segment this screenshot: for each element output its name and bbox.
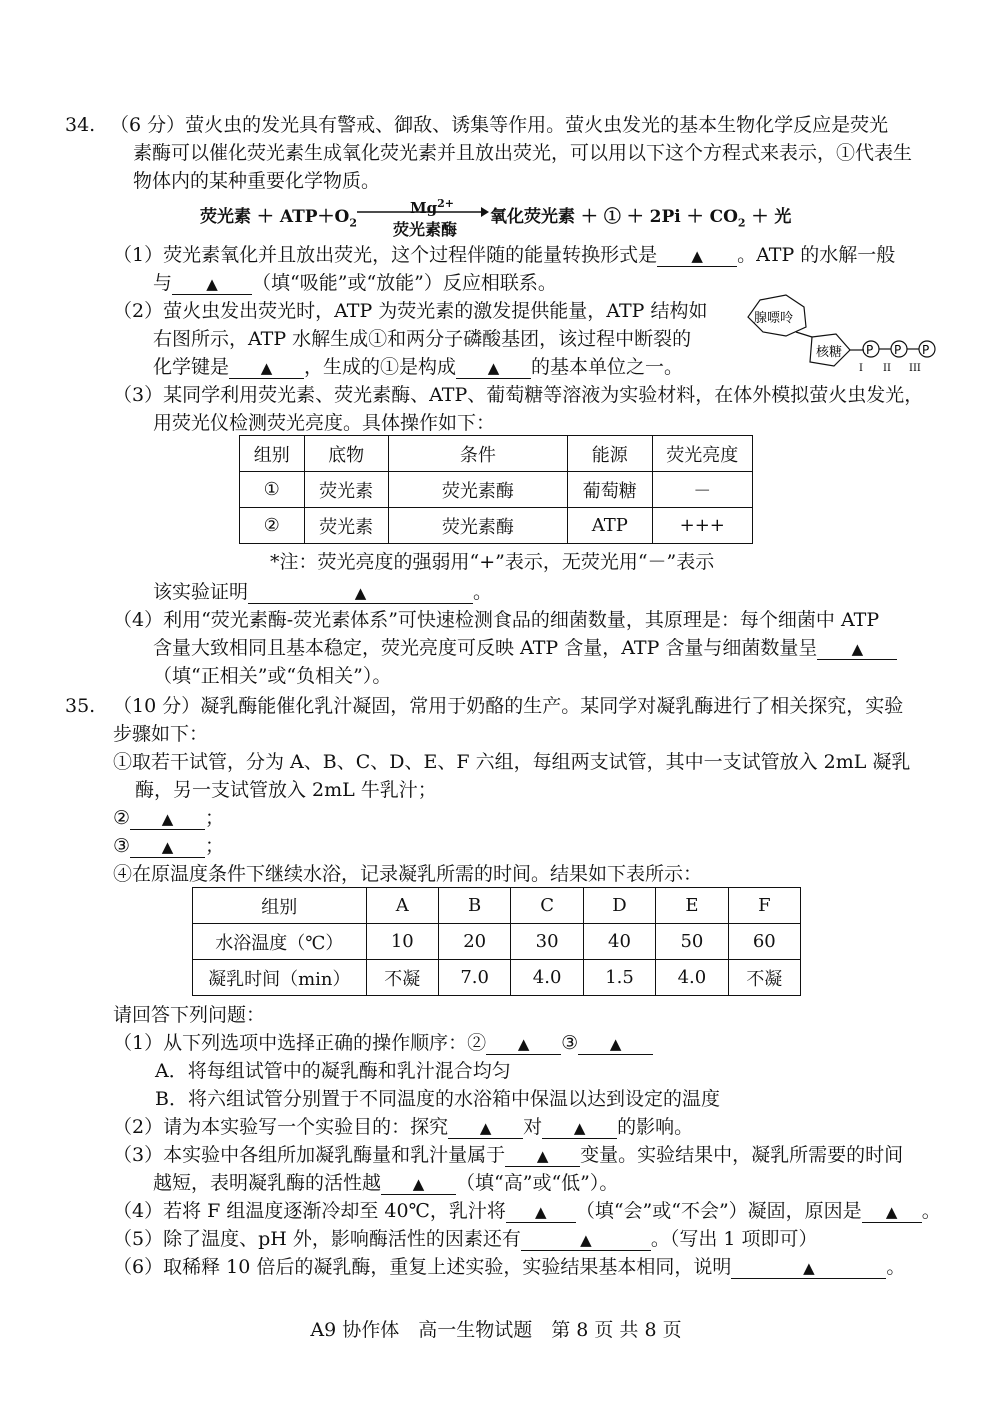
q34-part3-line: 用荧光仪检测荧光亮度。具体操作如下： <box>153 412 496 434</box>
table-header: A <box>366 888 438 924</box>
table-cell: － <box>652 472 752 508</box>
answer-blank[interactable]: ▲ <box>448 1117 523 1139</box>
q35-answer2: （2）请为本实验写一个实验目的：探究 ▲ 对 ▲ 的影响。 <box>113 1116 694 1138</box>
svg-text:P: P <box>894 343 902 357</box>
q35-answer5: （5）除了温度、pH 外，影响酶活性的因素还有 ▲ 。（写出 1 项即可） <box>113 1228 818 1250</box>
table-cell: 1.5 <box>583 960 655 996</box>
answer-blank[interactable]: ▲ <box>248 582 473 604</box>
table-header: E <box>656 888 728 924</box>
q35-prompt: 请回答下列问题： <box>113 1004 266 1026</box>
table-cell: 50 <box>656 924 728 960</box>
rennet-results-table <box>192 887 801 996</box>
adenine-label: 腺嘌呤 <box>754 311 794 326</box>
question-number: 35. <box>65 695 96 717</box>
ribose-label: 核糖 <box>816 345 843 360</box>
table-header: 荧光亮度 <box>652 436 752 472</box>
table-header: 底物 <box>304 436 388 472</box>
table-header-row <box>240 436 753 472</box>
q34-part3-conclusion: 该实验证明 ▲ 。 <box>153 581 493 603</box>
table-cell: 4.0 <box>656 960 728 996</box>
answer-blank[interactable]: ▲ <box>130 808 205 830</box>
q34-part1-line: 与 ▲ （填“吸能”或“放能”）反应相联系。 <box>153 272 557 294</box>
table-header: 能源 <box>568 436 652 472</box>
table-header: F <box>728 888 800 924</box>
table-header-row <box>193 888 801 924</box>
table-cell: ② <box>240 508 305 544</box>
bond-label: III <box>909 363 921 374</box>
equation-catalyst-ion: $Mg^{2+}$ <box>410 197 454 217</box>
firefly-experiment-table <box>239 435 753 544</box>
table-header: 组别 <box>193 888 367 924</box>
table-header: 组别 <box>240 436 305 472</box>
table-cell: 30 <box>511 924 583 960</box>
option-a: A．将每组试管中的凝乳酶和乳汁混合均匀 <box>155 1060 511 1082</box>
table-header: C <box>511 888 583 924</box>
answer-blank[interactable]: ▲ <box>657 245 737 267</box>
answer-blank[interactable]: ▲ <box>486 1033 561 1055</box>
table-note: *注：荧光亮度的强弱用“+”表示，无荧光用“－”表示 <box>270 551 715 573</box>
q34-part4-line: 含量大致相同且基本稳定，荧光亮度可反映 ATP 含量，ATP 含量与细菌数量呈 ▲ <box>153 636 897 660</box>
table-cell: 不凝 <box>366 960 438 996</box>
q34-part2-line: 化学键是 ▲ ，生成的①是构成 ▲ 的基本单位之一。 <box>153 356 684 378</box>
answer-blank[interactable]: ▲ <box>578 1033 653 1055</box>
table-cell: 葡萄糖 <box>568 472 652 508</box>
table-cell: 不凝 <box>728 960 800 996</box>
q34-part3-line: （3）某同学利用荧光素、荧光素酶、ATP、葡萄糖等溶液为实验材料，在体外模拟萤火虫发光， <box>113 384 924 406</box>
q34-stem-line: 物体内的某种重要化学物质。 <box>133 170 381 192</box>
answer-blank[interactable]: ▲ <box>456 357 531 379</box>
page-footer: A9 协作体 高一生物试题 第 8 页 共 8 页 <box>310 1319 682 1341</box>
svg-text:P: P <box>922 343 930 357</box>
table-cell: ATP <box>568 508 652 544</box>
equation-right: 氧化荧光素 ＋ ① ＋ $2Pi + CO_2$ ＋ 光 <box>490 207 792 230</box>
option-b: B．将六组试管分别置于不同温度的水浴箱中保温以达到设定的温度 <box>155 1088 720 1110</box>
answer-blank[interactable]: ▲ <box>172 273 252 295</box>
table-cell: +++ <box>652 508 752 544</box>
bond-label: I <box>859 363 863 374</box>
table-header: 条件 <box>388 436 567 472</box>
table-row <box>193 960 801 996</box>
table-cell: 10 <box>366 924 438 960</box>
table-cell: 荧光素酶 <box>388 472 567 508</box>
q35-stem-line: （10 分）凝乳酶能催化乳汁凝固，常用于奶酪的生产。某同学对凝乳酶进行了相关探究，实验 <box>113 695 904 717</box>
q35-step1: 酶，另一支试管放入 2mL 牛乳汁； <box>135 779 437 801</box>
q34-part1-line: （1）荧光素氧化并且放出荧光，这个过程伴随的能量转换形式是 ▲ 。ATP 的水解一般 <box>113 244 896 266</box>
q35-step2: ② ▲ ； <box>113 807 225 829</box>
reaction-arrow <box>357 205 489 219</box>
q35-step4: ④在原温度条件下继续水浴，记录凝乳所需的时间。结果如下表所示： <box>113 863 703 885</box>
q35-answer3: 越短，表明凝乳酶的活性越 ▲ （填“高”或“低”）。 <box>153 1172 619 1194</box>
answer-blank[interactable]: ▲ <box>130 836 205 858</box>
q35-answer3: （3）本实验中各组所加凝乳酶量和乳汁量属于 ▲ 变量。实验结果中，凝乳所需要的时间 <box>113 1144 904 1166</box>
q35-stem-line: 步骤如下： <box>113 723 209 745</box>
table-cell: 荧光素 <box>304 508 388 544</box>
q34-part4-line: （4）利用“荧光素酶-荧光素体系”可快速检测食品的细菌数量，其原理是：每个细菌中 ATP <box>113 609 880 631</box>
q34-stem-line: 素酶可以催化荧光素生成氧化荧光素并且放出荧光，可以用以下这个方程式来表示，①代表生 <box>133 142 913 164</box>
q34-stem-line: （6 分）萤火虫的发光具有警戒、御敌、诱集等作用。萤火虫发光的基本生物化学反应是荧光 <box>110 114 889 136</box>
answer-blank[interactable]: ▲ <box>862 1201 922 1223</box>
table-cell: 20 <box>438 924 510 960</box>
table-row <box>240 472 753 508</box>
q35-step3: ③ ▲ ； <box>113 835 225 857</box>
q35-step1: ①取若干试管，分为 A、B、C、D、E、F 六组，每组两支试管，其中一支试管放入 2mL 凝乳 <box>113 751 911 773</box>
answer-blank[interactable]: ▲ <box>229 357 304 379</box>
answer-blank[interactable]: ▲ <box>505 1145 580 1167</box>
q34-part4-line: （填“正相关”或“负相关”）。 <box>153 665 392 687</box>
table-cell: 40 <box>583 924 655 960</box>
question-number: 34. <box>65 114 96 136</box>
answer-blank[interactable]: ▲ <box>521 1229 651 1251</box>
answer-blank[interactable]: ▲ <box>542 1117 617 1139</box>
q34-part2-line: 右图所示，ATP 水解生成①和两分子磷酸基团，该过程中断裂的 <box>153 328 692 350</box>
table-row <box>240 508 753 544</box>
table-cell: 凝乳时间（min） <box>193 960 367 996</box>
answer-blank[interactable]: ▲ <box>381 1173 456 1195</box>
equation-enzyme: 荧光素酶 <box>393 220 458 239</box>
table-cell: 60 <box>728 924 800 960</box>
equation-left: 荧光素 ＋ $ATP+O_2$ <box>200 207 357 230</box>
table-cell: 荧光素 <box>304 472 388 508</box>
q35-answer6: （6）取稀释 10 倍后的凝乳酶，重复上述实验，实验结果基本相同，说明 ▲ 。 <box>113 1256 906 1278</box>
q34-part2-line: （2）萤火虫发出荧光时，ATP 为荧光素的激发提供能量，ATP 结构如 <box>113 300 708 322</box>
table-cell: ① <box>240 472 305 508</box>
svg-text:P: P <box>866 343 874 357</box>
table-cell: 4.0 <box>511 960 583 996</box>
q35-answer4: （4）若将 F 组温度逐渐冷却至 40℃，乳汁将 ▲ （填“会”或“不会”）凝固，原因是 ▲ 。 <box>113 1200 941 1222</box>
table-header: D <box>583 888 655 924</box>
answer-blank[interactable]: ▲ <box>506 1201 576 1223</box>
q35-answer1: （1）从下列选项中选择正确的操作顺序：② ▲ ③ ▲ <box>113 1031 653 1055</box>
answer-blank[interactable]: ▲ <box>731 1257 886 1279</box>
atp-structure-diagram <box>738 292 943 374</box>
table-cell: 7.0 <box>438 960 510 996</box>
table-header: B <box>438 888 510 924</box>
table-cell: 荧光素酶 <box>388 508 567 544</box>
answer-blank[interactable]: ▲ <box>817 638 897 660</box>
table-cell: 水浴温度（℃） <box>193 924 367 960</box>
bond-label: II <box>883 363 891 374</box>
table-row <box>193 924 801 960</box>
